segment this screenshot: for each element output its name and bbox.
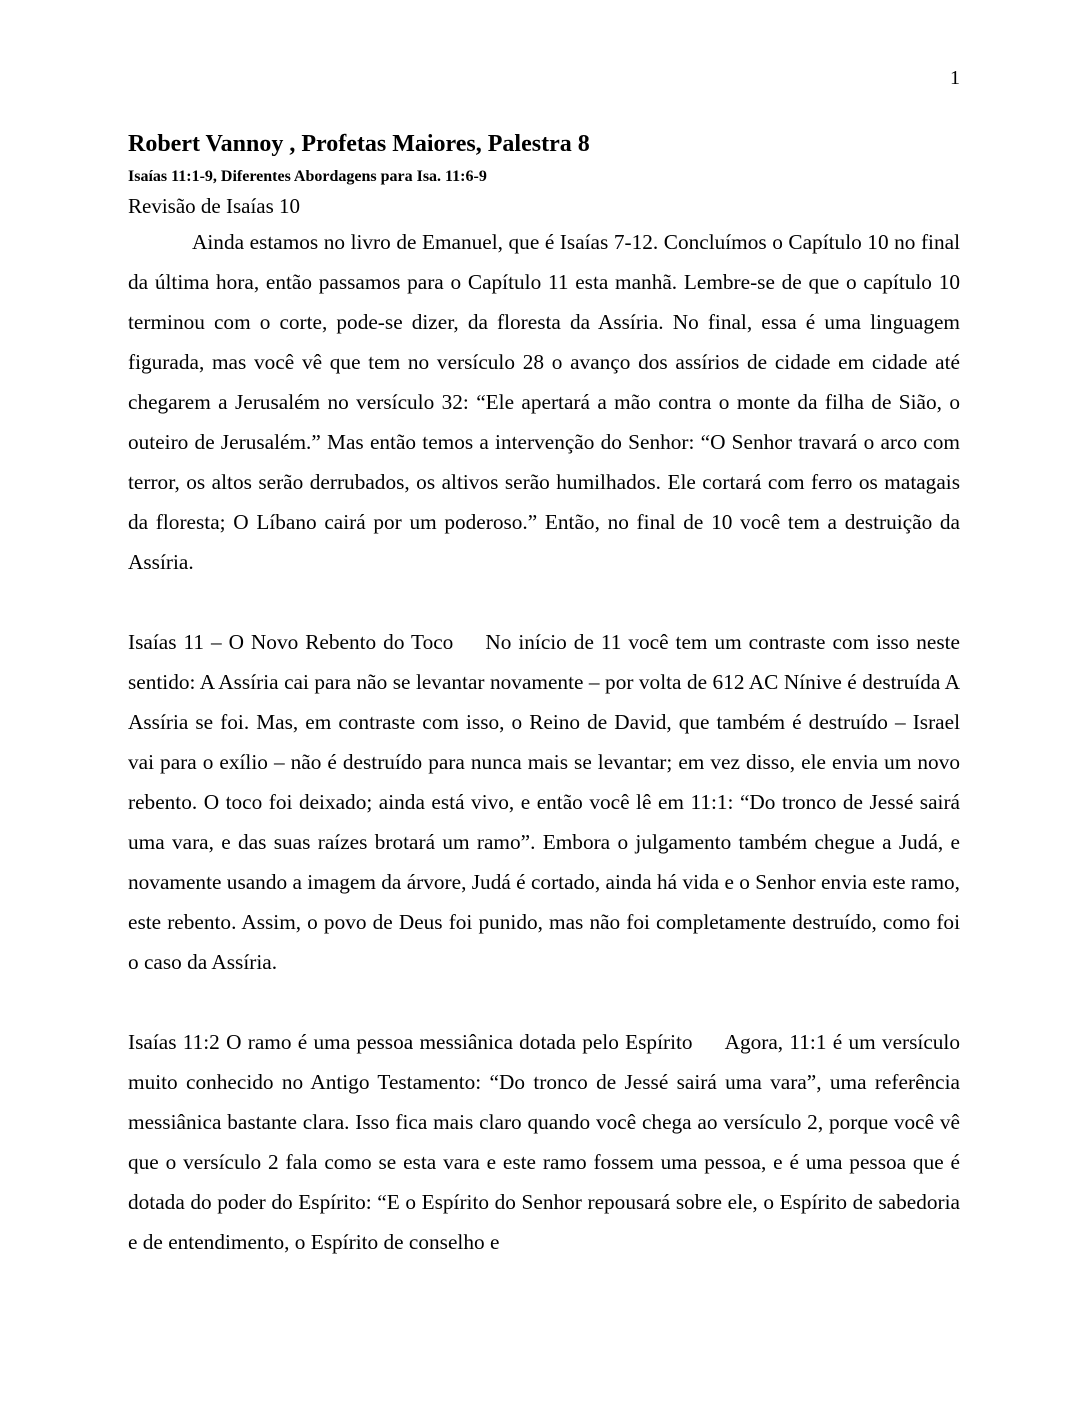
paragraph-2-text: No início de 11 você tem um contraste com isso neste sentido: A Assíria cai para não se levantar novamente – por volta de 612 AC Nínive é destruída A Assíria se foi. Mas, em contraste com isso, o Reino de David, que também é destruído – Israel vai para o exílio – não é destruído para nunca mais se levantar; em vez disso, ele envia um novo rebento. O toco foi deixado; ainda está vivo, e então você lê em 11:1: “Do tronco de Jessé sairá uma vara, e das suas raízes brotará um ramo”. Embora o julgamento também chegue a Judá, e novamente usando a imagem da árvore, Judá é cortado, ainda há vida e o Senhor envia este ramo, este rebento. Assim, o povo de Deus foi punido, mas não foi completamente destruído, como foi o caso da Assíria. — [128, 630, 960, 974]
document-title: Robert Vannoy , Profetas Maiores, Palestra 8 — [128, 131, 590, 157]
paragraph-1: Ainda estamos no livro de Emanuel, que é Isaías 7-12. Concluímos o Capítulo 10 no final da última hora, então passamos para o Capítulo 11 esta manhã. Lembre-se de que o capítulo 10 terminou com o corte, pode-se dizer, da floresta da Assíria. No final, essa é uma linguagem figurada, mas você vê que tem no versículo 28 o avanço dos assírios de cidade em cidade até chegarem a Jerusalém no versículo 32: “Ele apertará a mão contra o monte da filha de Sião, o outeiro de Jerusalém.” Mas então temos a intervenção do Senhor: “O Senhor travará o arco com terror, os altos serão derrubados, os altivos serão humilhados. Ele cortará com ferro os matagais da floresta; O Líbano cairá por um poderoso.” Então, no final de 10 você tem a destruição da Assíria. — [128, 230, 960, 574]
paragraph-2 — [128, 622, 960, 982]
page-number: 1 — [950, 67, 960, 89]
section-heading-review: Revisão de Isaías 10 — [128, 194, 301, 218]
paragraph-3-text: Agora, 11:1 é um versículo muito conhecido no Antigo Testamento: “Do tronco de Jessé sairá uma vara”, uma referência messiânica bastante clara. Isso fica mais claro quando você chega ao versículo 2, porque você vê que o versículo 2 fala como se esta vara e este ramo fossem uma pessoa, e é uma pessoa que é dotada do poder do Espírito: “E o Espírito do Senhor repousará sobre ele, o Espírito de sabedoria e de entendimento, o Espírito de conselho e — [128, 1030, 960, 1254]
document-subtitle: Isaías 11:1-9, Diferentes Abordagens para Isa. 11:6-9 — [128, 168, 487, 185]
document-content — [128, 128, 960, 1262]
inline-heading-isaiah-11-2: Isaías 11:2 O ramo é uma pessoa messiânica dotada pelo Espírito — [128, 1030, 693, 1054]
paragraph-3 — [128, 1022, 960, 1262]
inline-heading-isaiah-11: Isaías 11 – O Novo Rebento do Toco — [128, 630, 454, 654]
